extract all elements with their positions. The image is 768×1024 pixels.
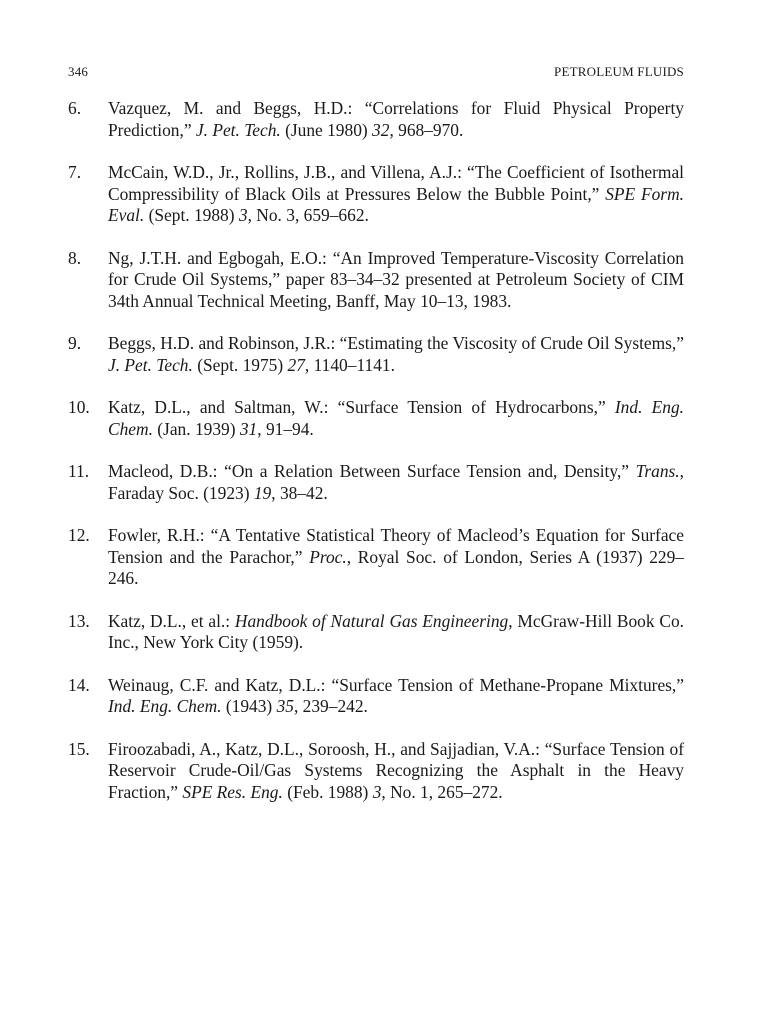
reference-number: 14. xyxy=(68,674,90,695)
reference-italic-text: 3 xyxy=(238,205,248,225)
reference-text-segment: Beggs, H.D. and Robinson, J.R.: “Estimating the Viscosity of Crude Oil Systems,” xyxy=(108,333,689,353)
reference-item xyxy=(68,525,689,590)
reference-text-segment: , No. 1, 265–272. xyxy=(381,781,503,802)
reference-text xyxy=(108,397,684,440)
reference-text-segment: Macleod, D.B.: “On a Relation Between Surface Tension and, Density,” xyxy=(108,461,636,481)
reference-text-segment: (June 1980) xyxy=(280,119,373,140)
reference-number: 8. xyxy=(68,247,82,268)
reference-italic-text: 31 xyxy=(239,418,258,439)
reference-number: 12. xyxy=(68,525,90,545)
reference-text-segment: (Jan. 1939) xyxy=(152,418,240,439)
reference-number: 7. xyxy=(68,162,82,182)
reference-number: 10. xyxy=(68,397,90,417)
reference-text-segment: , 239–242. xyxy=(293,696,368,716)
reference-list xyxy=(68,98,689,824)
reference-text-segment: Vazquez, M. and Beggs, H.D.: “Correlations for Fluid Physical Property Prediction,” xyxy=(108,98,689,140)
reference-italic-text: Ind. Eng. Chem. xyxy=(108,397,684,439)
reference-item xyxy=(68,738,689,804)
reference-text-segment: , 968–970. xyxy=(389,119,464,140)
reference-item xyxy=(68,461,689,504)
reference-text-segment: , 91–94. xyxy=(257,418,314,439)
reference-text xyxy=(108,461,689,504)
reference-text xyxy=(108,525,689,590)
reference-number: 13. xyxy=(68,610,90,631)
reference-text xyxy=(108,98,689,141)
reference-text-segment: , McGraw-Hill Book Co. Inc., New York City (1959). xyxy=(108,610,689,652)
reference-text xyxy=(108,610,689,654)
reference-item xyxy=(68,674,689,718)
reference-italic-text: J. Pet. Tech. xyxy=(108,354,193,375)
reference-text-segment: Katz, D.L., et al.: xyxy=(108,610,235,631)
reference-text-segment: , Faraday Soc. (1923) xyxy=(108,461,689,503)
reference-number: 11. xyxy=(68,461,90,481)
reference-item xyxy=(68,333,689,376)
reference-item xyxy=(68,397,684,440)
reference-text-segment: , Royal Soc. of London, Series A (1937) 229–246. xyxy=(108,546,684,588)
reference-text-segment: Fowler, R.H.: “A Tentative Statistical Theory of Macleod’s Equation for Surface Tension and the Parachor,” xyxy=(108,525,689,567)
page-number: 346 xyxy=(68,64,89,79)
reference-text xyxy=(108,162,689,227)
reference-text xyxy=(108,738,689,804)
reference-number: 6. xyxy=(68,98,82,118)
reference-text xyxy=(108,333,689,376)
reference-text-segment: (Sept. 1988) xyxy=(144,205,239,225)
reference-number: 15. xyxy=(68,738,90,759)
reference-text-segment: McCain, W.D., Jr., Rollins, J.B., and Villena, A.J.: “The Coefficient of Isothermal Compressibility of Black Oils at Pressures Below the Bubble Point,” xyxy=(108,162,689,204)
reference-text-segment: , 38–42. xyxy=(271,482,328,503)
reference-italic-text: 32 xyxy=(372,119,390,140)
reference-text-segment: Katz, D.L., and Saltman, W.: “Surface Tension of Hydrocarbons,” xyxy=(108,397,615,417)
reference-text-segment: (Feb. 1988) xyxy=(282,781,373,802)
reference-italic-text: SPE Res. Eng. xyxy=(182,781,283,802)
reference-item xyxy=(68,610,689,654)
reference-italic-text: Ind. Eng. Chem. xyxy=(108,696,222,716)
reference-text xyxy=(108,674,689,718)
reference-italic-text: SPE Form. Eval. xyxy=(108,183,684,225)
reference-number: 9. xyxy=(68,333,82,353)
reference-text-segment: Ng, J.T.H. and Egbogah, E.O.: “An Improved Temperature-Viscosity Correlation for Crude Oil Systems,” paper 83–34–32 presented at Petroleum Society of CIM 34th Annual Technical Meeting, Banff, May 10–13, 1983. xyxy=(108,247,689,311)
reference-text-segment: Weinaug, C.F. and Katz, D.L.: “Surface Tension of Methane-Propane Mixtures,” xyxy=(108,674,689,695)
reference-italic-text: 3 xyxy=(372,781,382,802)
reference-text-segment: , 1140–1141. xyxy=(304,354,395,375)
running-title: PETROLEUM FLUIDS xyxy=(554,64,684,79)
reference-text xyxy=(108,247,689,313)
reference-text-segment: Firoozabadi, A., Katz, D.L., Soroosh, H., and Sajjadian, V.A.: “Surface Tension of Reservoir Crude-Oil/Gas Systems Recognizing the Asphalt in the Heavy Fraction,” xyxy=(108,738,689,802)
reference-italic-text: J. Pet. Tech. xyxy=(195,119,281,140)
reference-italic-text: 19 xyxy=(253,482,272,503)
reference-item xyxy=(68,162,689,227)
reference-text-segment: (1943) xyxy=(221,696,277,716)
reference-italic-text: Trans. xyxy=(635,461,680,481)
reference-italic-text: Proc. xyxy=(309,546,347,567)
reference-text-segment: (Sept. 1975) xyxy=(192,354,288,375)
reference-item xyxy=(68,98,689,141)
reference-italic-text: 35 xyxy=(276,696,294,716)
reference-italic-text: 27 xyxy=(287,354,305,375)
reference-item xyxy=(68,247,689,313)
reference-italic-text: Handbook of Natural Gas Engineering xyxy=(234,610,509,631)
reference-text-segment: , No. 3, 659–662. xyxy=(247,205,369,225)
